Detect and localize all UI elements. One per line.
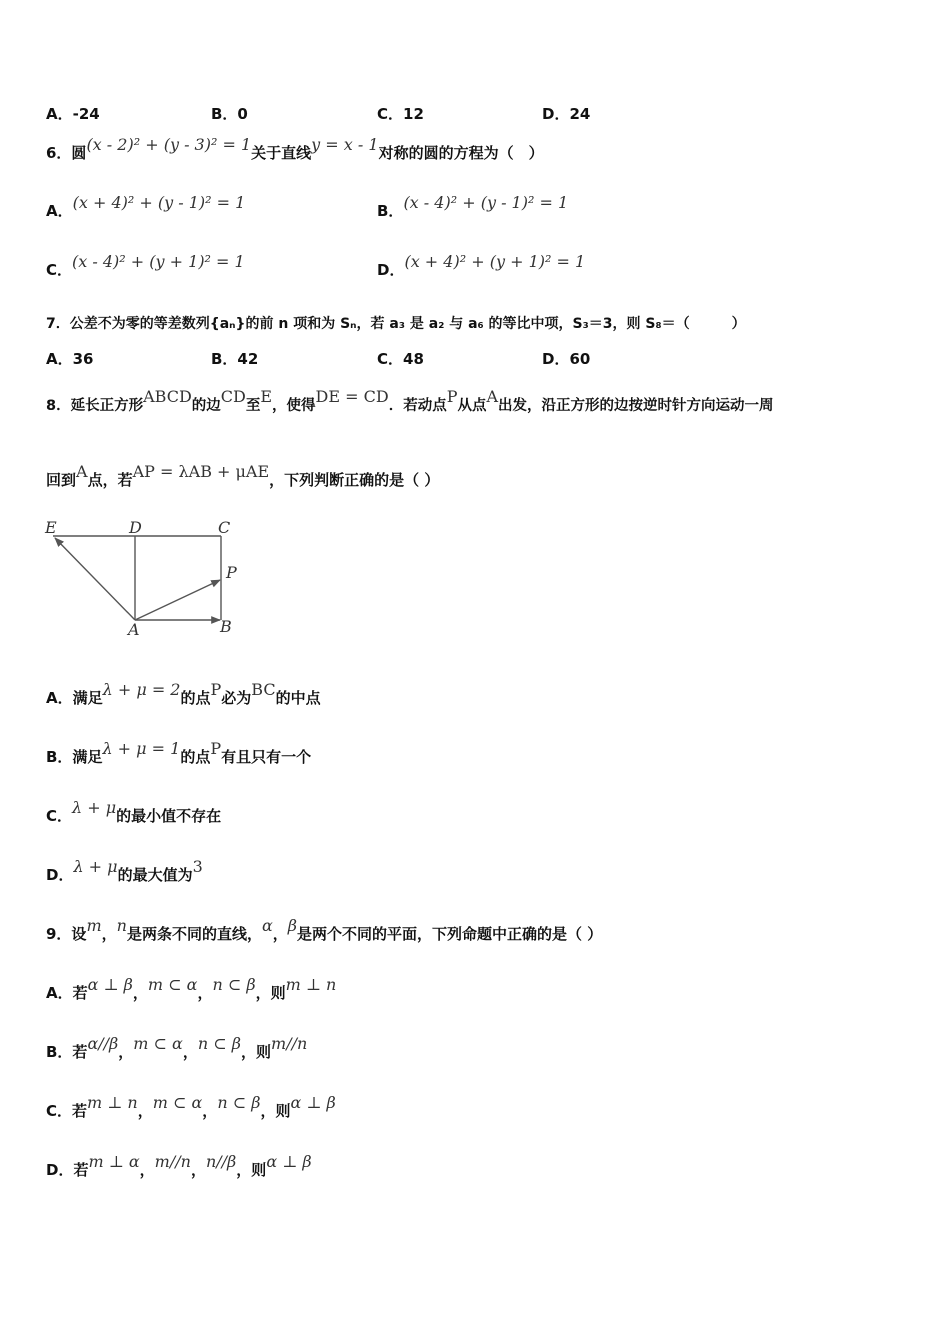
- comma: ，: [137, 1102, 153, 1120]
- label-d: D: [129, 518, 142, 537]
- q6-mid-text: 关于直线: [251, 144, 312, 162]
- q9-option-a-math-4: m ⊥ n: [285, 975, 337, 994]
- q8-option-d-math-1: λ + μ: [73, 857, 118, 876]
- q6-option-b: [377, 193, 569, 221]
- q8-option-b-label: B．满足: [46, 748, 103, 766]
- q9-math-n: n: [116, 916, 127, 935]
- q6-option-d: [377, 252, 586, 280]
- q8-math-abcd: ABCD: [143, 387, 192, 406]
- q8-option-d-text-1: 的最大值为: [117, 866, 193, 884]
- q8-math-p: P: [446, 387, 458, 406]
- q8-math-de-eq-cd: DE = CD: [315, 387, 389, 406]
- q9-option-d-then: ，则: [236, 1161, 267, 1179]
- q9-option-b-math-2: m ⊂ α: [133, 1034, 183, 1053]
- q8-option-a-label: A．满足: [46, 689, 103, 707]
- q8-option-d-math-2: 3: [192, 857, 203, 876]
- q5-option-c: C．12: [377, 105, 424, 123]
- q8-option-a-text-1: 的点: [180, 689, 211, 707]
- q8-line2-vector-equation: AP = λAB + μAE: [132, 462, 270, 481]
- q8-option-b-math-1: λ + μ = 1: [102, 739, 181, 758]
- q9-option-d-math-3: n//β: [205, 1152, 237, 1171]
- q8-option-a-text-2: 必为: [221, 689, 252, 707]
- q8-line2-math-a: A: [76, 462, 88, 481]
- q7-stem: 7．公差不为零的等差数列{aₙ}的前 n 项和为 Sₙ，若 a₃ 是 a₂ 与 a₆ 的等比中项，S₃＝3，则 S₈＝（ ）: [46, 316, 746, 332]
- q6-option-d-equation: (x + 4)² + (y + 1)² = 1: [404, 252, 586, 271]
- q8-text-2: 的边: [191, 398, 221, 414]
- label-p: P: [226, 563, 237, 582]
- q8-option-c: [46, 798, 222, 826]
- q8-stem-line1: [46, 387, 774, 415]
- q9-text-1: 9．设: [46, 925, 87, 943]
- q8-option-a-math-2: P: [210, 680, 222, 699]
- q6-option-b-equation: (x - 4)² + (y - 1)² = 1: [403, 193, 569, 212]
- q9-option-d-math-1: m ⊥ α: [88, 1152, 140, 1171]
- q8-text-5: ．若动点: [388, 398, 447, 414]
- q8-option-a-math-3: BC: [251, 680, 276, 699]
- q9-option-b-math-1: α//β: [87, 1034, 119, 1053]
- q8-math-cd: CD: [220, 387, 246, 406]
- q8-option-c-label: C．: [46, 807, 73, 825]
- q7-option-a: A．36: [46, 350, 94, 368]
- q6-option-c: [46, 252, 245, 280]
- q8-option-a: [46, 680, 321, 708]
- q6-option-b-label: B．: [377, 202, 404, 220]
- label-e: E: [45, 518, 57, 537]
- vector-ap: [135, 580, 220, 620]
- q8-option-d: [46, 857, 203, 885]
- q6-option-a-equation: (x + 4)² + (y - 1)² = 1: [72, 193, 246, 212]
- q9-option-c-label: C．若: [46, 1102, 88, 1120]
- q8-option-b-text-1: 的点: [180, 748, 211, 766]
- q7-option-b: B．42: [211, 350, 259, 368]
- comma: ，: [118, 1043, 134, 1061]
- q9-option-c: [46, 1093, 336, 1121]
- q7-option-d: D．60: [542, 350, 591, 368]
- q9-option-a-label: A．若: [46, 984, 88, 1002]
- q8-option-b-text-2: 有且只有一个: [221, 748, 312, 766]
- q5-option-d: D．24: [542, 105, 591, 123]
- q9-option-b-math-4: m//n: [271, 1034, 308, 1053]
- q8-line2-text-2: 点，若: [87, 471, 133, 489]
- q9-option-a-math-2: m ⊂ α: [147, 975, 198, 994]
- q8-option-c-text-1: 的最小值不存在: [116, 807, 222, 825]
- q9-text-5: 是两个不同的平面，下列命题中正确的是（ ）: [297, 925, 603, 943]
- q8-option-b: [46, 739, 312, 767]
- q8-option-a-text-3: 的中点: [275, 689, 321, 707]
- q9-option-c-math-3: n ⊂ β: [217, 1093, 261, 1112]
- q9-option-a-math-3: n ⊂ β: [212, 975, 256, 994]
- q8-option-d-label: D．: [46, 866, 74, 884]
- q8-line2-text-3: ，下列判断正确的是（ ）: [269, 471, 440, 489]
- q8-text-3: 至: [245, 398, 261, 414]
- q8-text-1: 8．延长正方形: [46, 398, 144, 414]
- comma: ，: [182, 1043, 198, 1061]
- q9-option-d-label: D．若: [46, 1161, 89, 1179]
- vector-ae: [55, 538, 135, 620]
- q8-math-a: A: [486, 387, 499, 406]
- comma: ，: [190, 1161, 206, 1179]
- q5-option-a: A．-24: [46, 105, 100, 123]
- q9-option-c-then: ，则: [260, 1102, 291, 1120]
- q5-option-b: B．0: [211, 105, 248, 123]
- q6-circle-equation: (x - 2)² + (y - 3)² = 1: [86, 135, 252, 154]
- q8-option-c-math-1: λ + μ: [72, 798, 117, 817]
- comma: ，: [197, 984, 213, 1002]
- q9-option-c-math-1: m ⊥ n: [87, 1093, 138, 1112]
- q6-number: 6．圆: [46, 144, 87, 162]
- q9-math-m: m: [86, 916, 102, 935]
- q8-text-4: ，使得: [272, 398, 316, 414]
- q9-option-a-math-1: α ⊥ β: [87, 975, 133, 994]
- label-b: B: [220, 617, 232, 636]
- q9-text-3: 是两条不同的直线，: [126, 925, 262, 943]
- q6-option-a-label: A．: [46, 202, 73, 220]
- q9-text-2: ，: [101, 925, 117, 943]
- q9-option-b-label: B．若: [46, 1043, 88, 1061]
- q9-option-d: [46, 1152, 312, 1180]
- q6-option-d-label: D．: [377, 261, 405, 279]
- q8-math-e: E: [260, 387, 273, 406]
- comma: ，: [202, 1102, 218, 1120]
- q8-text-7: 出发，沿正方形的边按逆时针方向运动一周: [498, 398, 774, 414]
- q9-option-b: [46, 1034, 308, 1062]
- comma: ，: [132, 984, 148, 1002]
- q9-option-a-then: ，则: [255, 984, 286, 1002]
- q9-option-d-math-4: α ⊥ β: [266, 1152, 312, 1171]
- q8-stem-line2: [46, 462, 440, 490]
- q6-line-equation: y = x - 1: [311, 135, 379, 154]
- q6-stem: [46, 135, 544, 163]
- q6-option-c-equation: (x - 4)² + (y + 1)² = 1: [72, 252, 245, 271]
- q9-text-4: ，: [272, 925, 288, 943]
- q8-figure: [40, 515, 250, 640]
- q8-option-b-math-2: P: [210, 739, 222, 758]
- q8-text-6: 从点: [457, 398, 487, 414]
- label-a: A: [128, 620, 140, 639]
- q9-stem: [46, 916, 603, 944]
- q6-option-c-label: C．: [46, 261, 73, 279]
- q9-option-d-math-2: m//n: [154, 1152, 191, 1171]
- q9-math-alpha: α: [261, 916, 273, 935]
- q6-tail: 对称的圆的方程为（ ）: [378, 144, 544, 162]
- q9-option-b-then: ，则: [241, 1043, 272, 1061]
- q9-option-c-math-2: m ⊂ α: [152, 1093, 203, 1112]
- q9-math-beta: β: [287, 916, 298, 935]
- q9-option-b-math-3: n ⊂ β: [197, 1034, 242, 1053]
- q9-option-c-math-4: α ⊥ β: [290, 1093, 336, 1112]
- q8-line2-text-1: 回到: [46, 471, 77, 489]
- q8-option-a-math-1: λ + μ = 2: [102, 680, 181, 699]
- q7-option-c: C．48: [377, 350, 424, 368]
- comma: ，: [139, 1161, 155, 1179]
- q9-option-a: [46, 975, 337, 1003]
- q6-option-a: [46, 193, 246, 221]
- label-c: C: [218, 518, 231, 537]
